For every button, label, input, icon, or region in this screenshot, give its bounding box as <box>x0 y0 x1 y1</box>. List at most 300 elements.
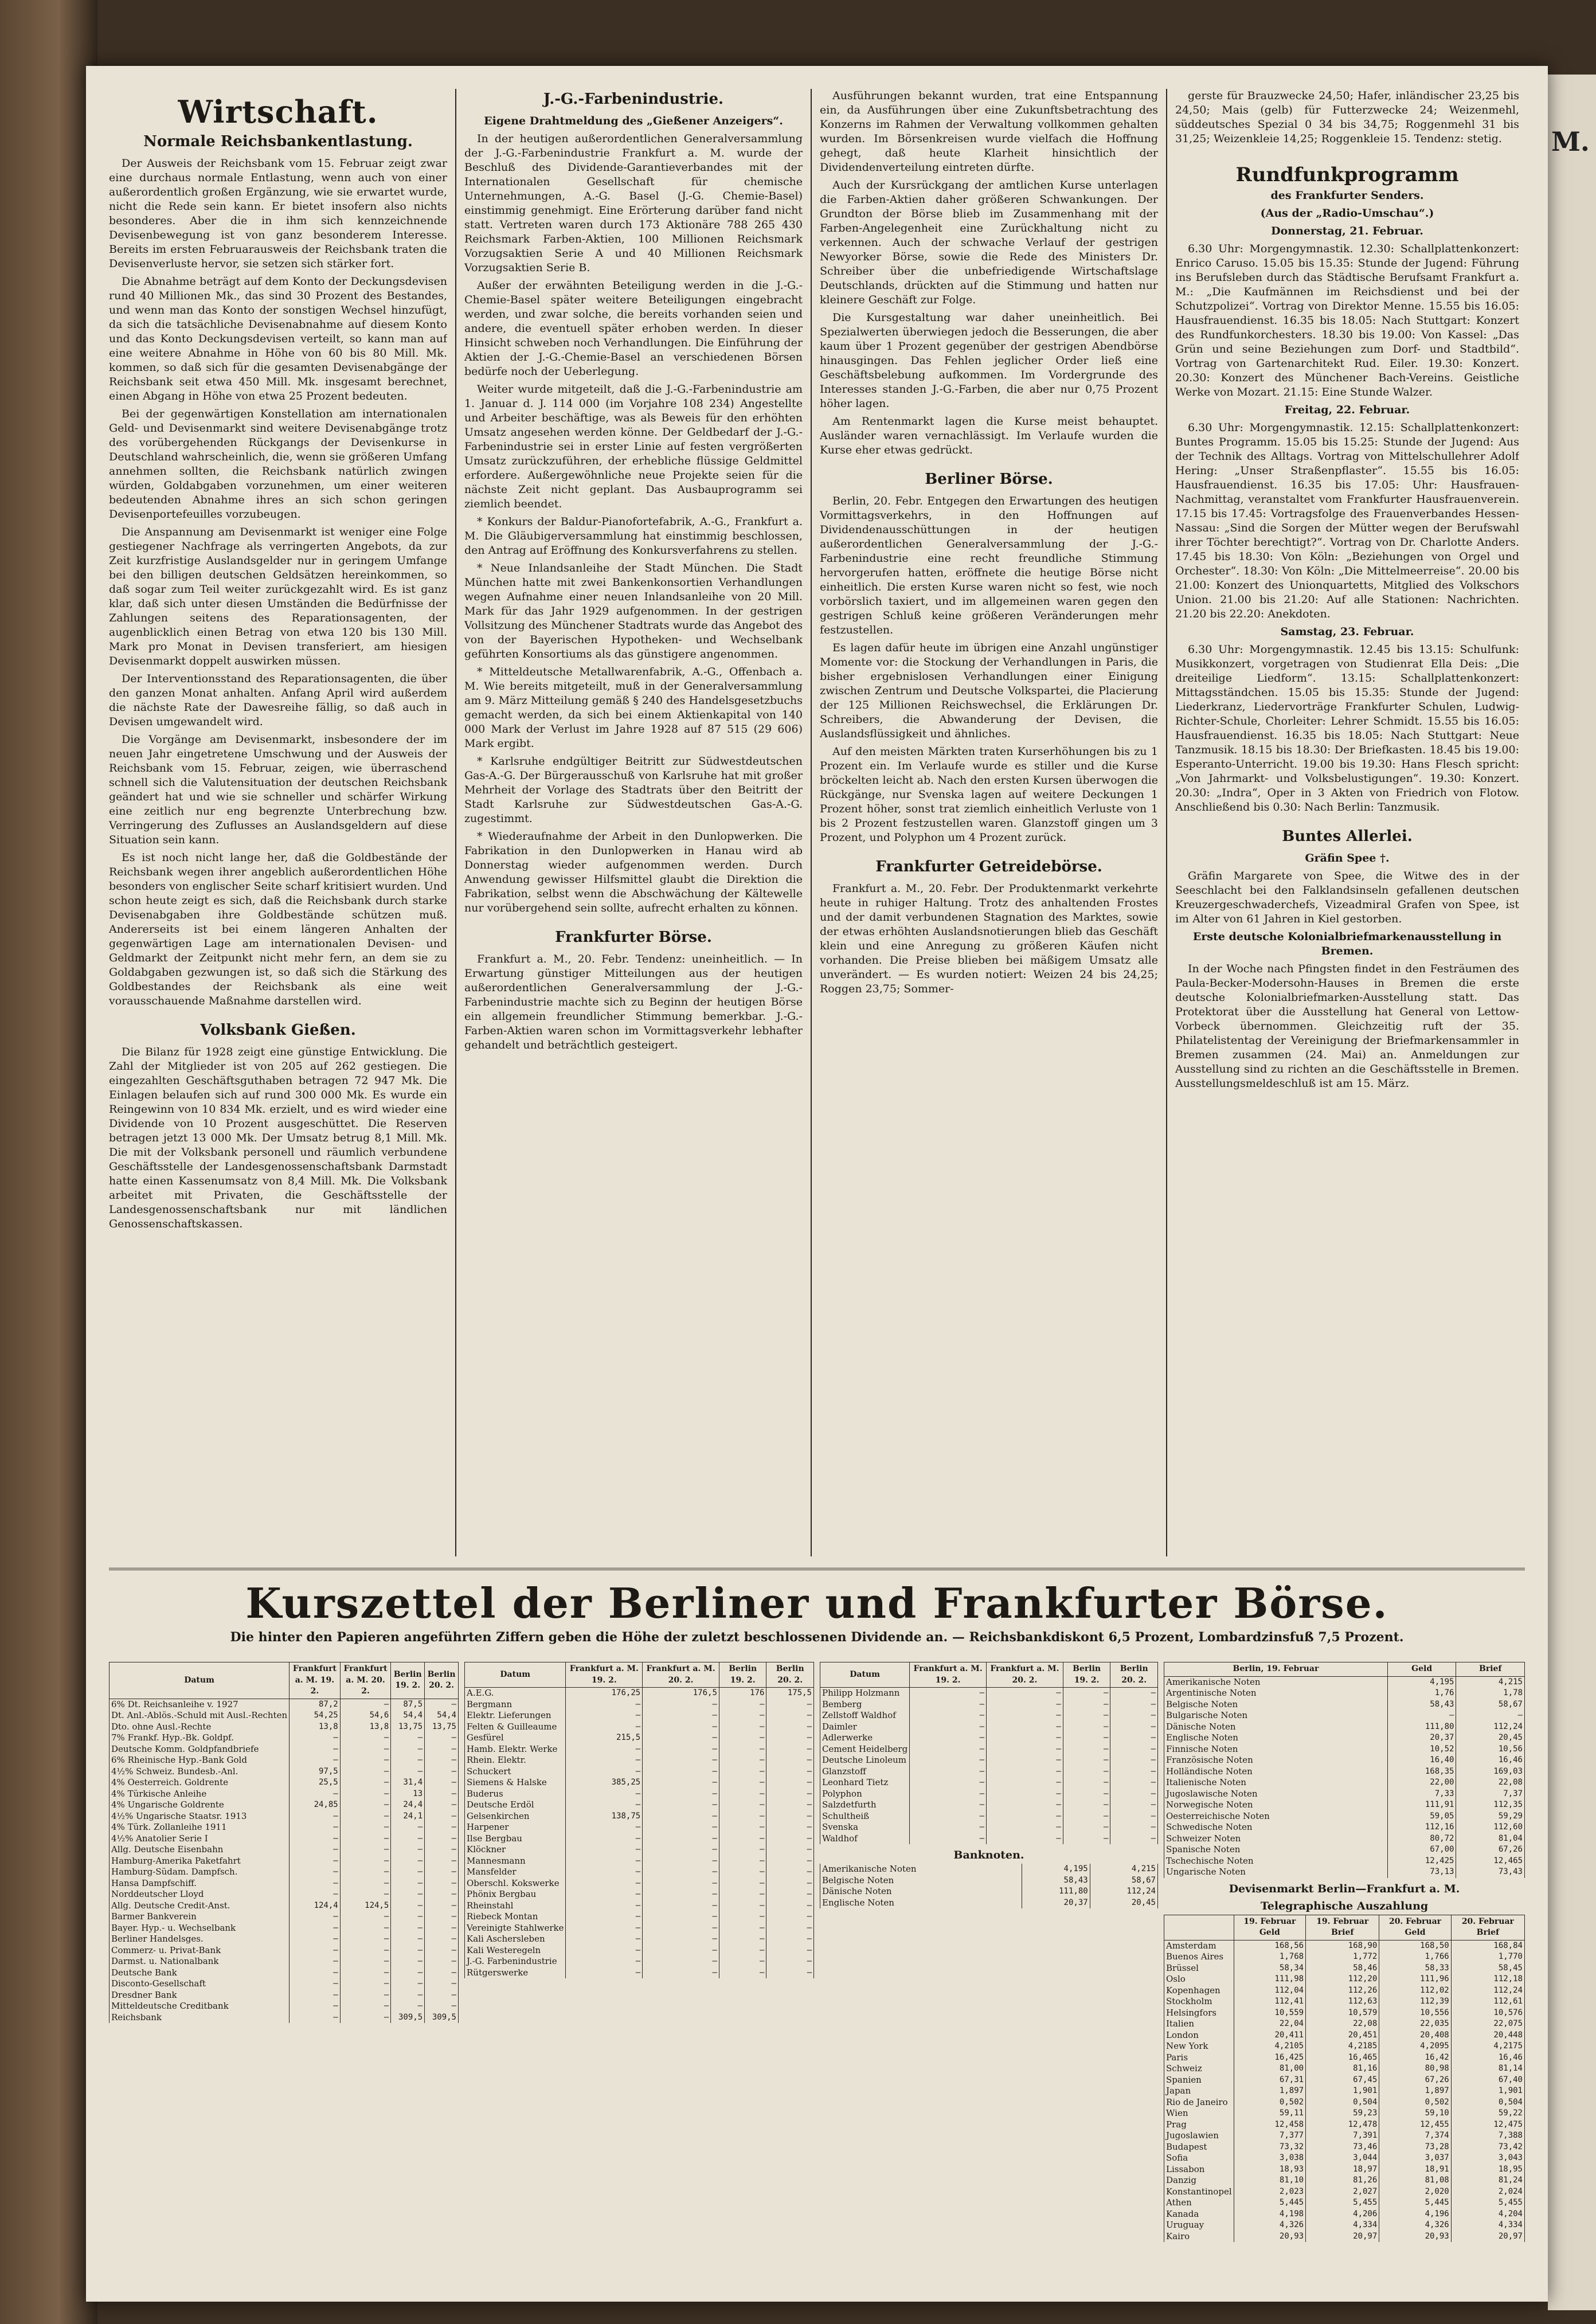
security-name: Siemens & Halske <box>465 1777 566 1789</box>
quote-value: 385,25 <box>566 1777 643 1789</box>
rate-value: 2,027 <box>1306 2186 1379 2198</box>
quote-value: — <box>987 1799 1063 1811</box>
column-header: Frankfurt a. M. 19. 2. <box>910 1662 987 1688</box>
rate-value: 112,41 <box>1234 1996 1305 2008</box>
quote-value: — <box>910 1766 987 1778</box>
article-paragraph: Die Kursgestaltung war daher uneinheitlich. Bei Spezialwerten überwiegen jedoch die Besserungen, die aber kaum über 1 Prozent gegenüber der gestrigen Abendbörse hinausgingen. Das Fehlen jeglicher Order ließ eine Geschäftsbelebung aufkommen. Im Vordergrunde des Interesses standen J.-G.-Farben, die aber nur 0,75 Prozent höher lagen. <box>820 311 1158 410</box>
quote-value: 20,37 <box>1387 1732 1456 1744</box>
table-row <box>109 1967 459 1979</box>
security-name: Holländische Noten <box>1164 1766 1388 1778</box>
quote-value: 12,465 <box>1456 1856 1525 1867</box>
table-row <box>465 1889 814 1900</box>
table-row <box>109 1799 459 1811</box>
quote-value: — <box>1063 1710 1110 1722</box>
quote-value: — <box>340 1755 391 1766</box>
quote-value: — <box>391 1878 425 1889</box>
quote-value: 1,78 <box>1456 1688 1525 1699</box>
article-paragraph: * Konkurs der Baldur-Pianofortefabrik, A.-G., Frankfurt a. M. Die Gläubigerversammlung hat einstimmig beschlossen, den Antrag auf Eröffnung des Konkursverfahrens zu stellen. <box>464 515 803 557</box>
rate-value: 4,326 <box>1234 2220 1305 2231</box>
table-row <box>465 1744 814 1755</box>
quote-value: — <box>340 1833 391 1845</box>
quote-value: 80,72 <box>1387 1833 1456 1845</box>
quote-value: — <box>425 1811 459 1822</box>
security-name: Bayer. Hyp.- u. Wechselbank <box>109 1923 290 1934</box>
quote-value: — <box>910 1811 987 1822</box>
quote-value: — <box>766 1732 814 1744</box>
newspaper-page <box>86 66 1548 2302</box>
quote-value: — <box>425 1990 459 2001</box>
quote-value: — <box>987 1755 1063 1766</box>
section-break <box>820 461 1158 469</box>
quote-table <box>1164 1662 1525 1878</box>
table-row <box>465 1911 814 1923</box>
security-name: Zellstoff Waldhof <box>820 1710 910 1722</box>
section-heading: Volksbank Gießen. <box>200 1022 356 1039</box>
rate-value: 22,075 <box>1451 2018 1524 2030</box>
quote-value: — <box>566 1744 643 1755</box>
quote-value: — <box>719 1911 766 1923</box>
stock-table-2 <box>464 1662 814 2275</box>
quote-value: — <box>340 1777 391 1789</box>
market-tables <box>109 1662 1525 2275</box>
quote-value: — <box>766 1755 814 1766</box>
rate-value: 7,391 <box>1306 2130 1379 2142</box>
rate-value: 67,26 <box>1379 2075 1451 2086</box>
currency-name: Dänische Noten <box>820 1886 1022 1897</box>
quote-value: — <box>566 1878 643 1889</box>
security-name: Mannesmann <box>465 1856 566 1867</box>
quote-value: 81,04 <box>1456 1833 1525 1845</box>
quote-value: 31,4 <box>391 1777 425 1789</box>
rate-value: 112,24 <box>1090 1886 1157 1897</box>
quote-value: 10,52 <box>1387 1744 1456 1755</box>
rate-value: 18,95 <box>1451 2164 1524 2176</box>
quote-value: 7,37 <box>1456 1789 1525 1800</box>
table-row <box>1164 2108 1525 2119</box>
exchange-place: Sofia <box>1164 2153 1234 2164</box>
table-row <box>820 1755 1158 1766</box>
quote-value: — <box>290 1945 341 1957</box>
table-row <box>465 1755 814 1766</box>
security-name: J.-G. Farbenindustrie <box>465 1956 566 1967</box>
quote-value: — <box>340 1789 391 1800</box>
table-row <box>1164 2175 1525 2186</box>
rate-value: 73,28 <box>1379 2142 1451 2153</box>
rate-value: 12,458 <box>1234 2119 1305 2131</box>
quote-value: — <box>719 1867 766 1878</box>
rate-value: 1,772 <box>1306 1951 1379 1963</box>
quote-value: — <box>910 1688 987 1699</box>
quote-value: — <box>766 1911 814 1923</box>
security-name: Bergmann <box>465 1699 566 1711</box>
security-name: Allg. Deutsche Credit-Anst. <box>109 1900 290 1912</box>
quote-value: — <box>391 1833 425 1845</box>
rate-value: 5,445 <box>1379 2197 1451 2209</box>
rate-value: 1,768 <box>1234 1951 1305 1963</box>
column-header: 20. Februar Geld <box>1379 1915 1451 1940</box>
quote-value: — <box>766 1967 814 1979</box>
quote-value: — <box>1063 1789 1110 1800</box>
quote-value: — <box>290 1889 341 1900</box>
rate-value: 59,22 <box>1451 2108 1524 2119</box>
article-paragraph: Eigene Drahtmeldung des „Gießener Anzeigers“. <box>484 115 783 127</box>
quote-value: — <box>425 1766 459 1778</box>
security-name: Belgische Noten <box>1164 1699 1388 1711</box>
rate-value: 3,043 <box>1451 2153 1524 2164</box>
rate-value: 112,63 <box>1306 1996 1379 2008</box>
quote-value: — <box>290 1856 341 1867</box>
security-name: Daimler <box>820 1722 910 1733</box>
rate-value: 112,20 <box>1306 1974 1379 1985</box>
rate-value: 4,195 <box>1022 1864 1090 1875</box>
table-row <box>1164 1722 1525 1733</box>
rate-value: 20,408 <box>1379 2030 1451 2041</box>
quote-value: — <box>425 1978 459 1990</box>
quote-value: 10,56 <box>1456 1744 1525 1755</box>
quote-value: — <box>340 1923 391 1934</box>
section-break <box>820 848 1158 856</box>
quote-value: 7,33 <box>1387 1789 1456 1800</box>
rate-value: 73,42 <box>1451 2142 1524 2153</box>
quote-value: — <box>766 1811 814 1822</box>
table-row <box>1164 2018 1525 2030</box>
rate-value: 168,56 <box>1234 1940 1305 1951</box>
quote-value: — <box>643 1744 719 1755</box>
table-row <box>109 1934 459 1945</box>
table-row <box>1164 1710 1525 1722</box>
rate-value: 4,204 <box>1451 2209 1524 2220</box>
quote-value: — <box>643 1856 719 1867</box>
column-header: Geld <box>1387 1662 1456 1677</box>
security-name: 4½% Anatolier Serie I <box>109 1833 290 1845</box>
quote-value: — <box>719 1777 766 1789</box>
quote-value: — <box>987 1833 1063 1845</box>
table-row <box>820 1875 1158 1887</box>
quote-value: — <box>340 1799 391 1811</box>
security-name: Dresdner Bank <box>109 1990 290 2001</box>
table-row <box>820 1864 1158 1875</box>
quote-value: — <box>766 1822 814 1833</box>
quote-value: — <box>643 1867 719 1878</box>
security-name: Amerikanische Noten <box>1164 1676 1388 1688</box>
security-name: Leonhard Tietz <box>820 1777 910 1789</box>
quote-value: — <box>425 1777 459 1789</box>
rate-value: 12,455 <box>1379 2119 1451 2131</box>
rate-value: 22,04 <box>1234 2018 1305 2030</box>
rate-value: 4,334 <box>1306 2220 1379 2231</box>
exchange-place: Uruguay <box>1164 2220 1234 2231</box>
quote-value: 112,35 <box>1456 1799 1525 1811</box>
table-row <box>1164 1985 1525 1997</box>
exchange-place: Helsingfors <box>1164 2008 1234 2019</box>
quote-value: 54,4 <box>425 1710 459 1722</box>
quote-value: — <box>719 1799 766 1811</box>
rate-value: 3,044 <box>1306 2153 1379 2164</box>
quote-value: 13,75 <box>391 1722 425 1733</box>
rate-value: 112,04 <box>1234 1985 1305 1997</box>
quote-value: — <box>340 2001 391 2012</box>
security-name: Spanische Noten <box>1164 1844 1388 1856</box>
market-subtitle: Die hinter den Papieren angeführten Ziffern geben die Höhe der zuletzt beschlossenen Dividende an. — Reichsbankdiskont 6,5 Prozent, Lombardzinsfuß 7,5 Prozent. <box>230 1630 1404 1645</box>
table-row <box>1164 2130 1525 2142</box>
security-name: Schultheiß <box>820 1811 910 1822</box>
column-header: Datum <box>820 1662 910 1688</box>
table-row <box>465 1923 814 1934</box>
quote-value: — <box>340 1822 391 1833</box>
table-row <box>465 1867 814 1878</box>
quote-value: — <box>425 1945 459 1957</box>
security-name: Commerz- u. Privat-Bank <box>109 1945 290 1957</box>
quote-value: — <box>391 1956 425 1967</box>
exchange-place: New York <box>1164 2041 1234 2052</box>
security-name: Phönix Bergbau <box>465 1889 566 1900</box>
security-name: Rütgerswerke <box>465 1967 566 1979</box>
table-row <box>109 1867 459 1878</box>
rate-value: 81,26 <box>1306 2175 1379 2186</box>
table-row <box>109 1744 459 1755</box>
security-name: Deutsche Bank <box>109 1967 290 1979</box>
table-row <box>109 1889 459 1900</box>
table-row <box>465 1967 814 1979</box>
table-row <box>109 1900 459 1912</box>
rate-value: 12,478 <box>1306 2119 1379 2131</box>
rate-value: 67,31 <box>1234 2075 1305 2086</box>
quote-value: — <box>1063 1833 1110 1845</box>
rate-value: 59,23 <box>1306 2108 1379 2119</box>
rate-value: 58,46 <box>1306 1963 1379 1974</box>
table-row <box>1164 2097 1525 2108</box>
security-name: Bulgarische Noten <box>1164 1710 1388 1722</box>
rate-value: 1,770 <box>1451 1951 1524 1963</box>
rate-value: 111,98 <box>1234 1974 1305 1985</box>
quote-value: 87,2 <box>290 1699 341 1710</box>
quote-table <box>820 1662 1158 1844</box>
rate-value: 81,10 <box>1234 2175 1305 2186</box>
rate-value: 1,901 <box>1306 2086 1379 2097</box>
quote-value: — <box>643 1934 719 1945</box>
table-row <box>820 1722 1158 1733</box>
exchange-place: Prag <box>1164 2119 1234 2131</box>
quote-value: — <box>290 1911 341 1923</box>
quote-value: — <box>766 1934 814 1945</box>
quote-value: — <box>766 1900 814 1912</box>
quote-value: — <box>1063 1732 1110 1744</box>
quote-value: 25,5 <box>290 1777 341 1789</box>
security-name: Bemberg <box>820 1699 910 1711</box>
banknotes-table <box>820 1864 1158 1908</box>
quote-value: — <box>643 1799 719 1811</box>
column-header: 19. Februar Geld <box>1234 1915 1305 1940</box>
security-name: Reichsbank <box>109 2012 290 2024</box>
section-heading: Buntes Allerlei. <box>1282 828 1413 845</box>
column-header: Datum <box>109 1662 290 1699</box>
quote-value: — <box>290 1811 341 1822</box>
security-name: Dänische Noten <box>1164 1722 1388 1733</box>
quote-value: — <box>719 1934 766 1945</box>
stock-table-3 <box>820 1662 1158 2275</box>
quote-value: — <box>391 1755 425 1766</box>
table-row <box>109 1755 459 1766</box>
table-row <box>465 1811 814 1822</box>
quote-value: — <box>425 1956 459 1967</box>
security-name: Barmer Bankverein <box>109 1911 290 1923</box>
table-header-row <box>465 1662 814 1688</box>
security-name: Mansfelder <box>465 1867 566 1878</box>
article-paragraph: In der Woche nach Pfingsten findet in den Festräumen des Paula-Becker-Modersohn-Hauses in Bremen die erste deutsche Kolonialbriefmarken-Ausstellung statt. Das Protektorat über die Ausstellung hat General von Lettow-Vorbeck übernommen. Gleichzeitig ruft der 35. Philatelistentag der Vereinigung der Briefmarkensammler in Bremen zusammen (24. Mai) an. Anmeldungen zur Ausstellung sind zu richten an die Geschäftsstelle in Bremen. Ausstellungsmeldeschluß ist am 15. März. <box>1175 963 1519 1090</box>
quote-value: 176,25 <box>566 1688 643 1699</box>
quote-value: 59,05 <box>1387 1811 1456 1822</box>
quote-value: — <box>425 1744 459 1755</box>
quote-value: 16,46 <box>1456 1755 1525 1766</box>
quote-value: 97,5 <box>290 1766 341 1778</box>
section-heading: Frankfurter Börse. <box>555 929 712 946</box>
rate-value: 4,2095 <box>1379 2041 1451 2052</box>
rate-value: 168,50 <box>1379 1940 1451 1951</box>
table-row <box>109 2012 459 2024</box>
column-rule <box>455 89 456 1556</box>
quote-value: 67,00 <box>1387 1844 1456 1856</box>
rate-value: 5,455 <box>1451 2197 1524 2209</box>
exchange-place: Rio de Janeiro <box>1164 2097 1234 2108</box>
currency-name: Belgische Noten <box>820 1875 1022 1887</box>
exchange-place: Lissabon <box>1164 2164 1234 2176</box>
quote-value: — <box>643 1911 719 1923</box>
rate-value: 58,45 <box>1451 1963 1524 1974</box>
quote-value: — <box>290 1744 341 1755</box>
quote-value: — <box>766 1889 814 1900</box>
article-paragraph: Freitag, 22. Februar. <box>1284 404 1410 416</box>
rate-value: 81,24 <box>1451 2175 1524 2186</box>
table-row <box>465 1710 814 1722</box>
quote-value: — <box>766 1923 814 1934</box>
quote-value: 58,43 <box>1387 1699 1456 1711</box>
table-row <box>109 1878 459 1889</box>
quote-value: 54,25 <box>290 1710 341 1722</box>
quote-value: — <box>643 1722 719 1733</box>
column-header: Frankfurt a. M. 20. 2. <box>643 1662 719 1688</box>
exchange-place: Schweiz <box>1164 2063 1234 2075</box>
quote-value: — <box>566 1722 643 1733</box>
column-header <box>1164 1915 1234 1940</box>
table-row <box>1164 1732 1525 1744</box>
quote-value: — <box>340 1878 391 1889</box>
security-name: Waldhof <box>820 1833 910 1845</box>
quote-value: 24,1 <box>391 1811 425 1822</box>
quote-value: — <box>643 1766 719 1778</box>
rate-value: 4,215 <box>1090 1864 1157 1875</box>
quote-value: — <box>340 1744 391 1755</box>
exchange-place: Japan <box>1164 2086 1234 2097</box>
quote-value: — <box>910 1822 987 1833</box>
rate-value: 2,024 <box>1451 2186 1524 2198</box>
exchange-place: Athen <box>1164 2197 1234 2209</box>
quote-value: — <box>340 2012 391 2024</box>
quote-value: — <box>1110 1766 1158 1778</box>
quote-value: — <box>643 1844 719 1856</box>
adjacent-page <box>1548 75 1596 2310</box>
table-header-row <box>109 1662 459 1699</box>
table-row <box>1164 1822 1525 1833</box>
table-row <box>1164 1744 1525 1755</box>
table-row <box>109 1710 459 1722</box>
security-name: Deutsche Erdöl <box>465 1799 566 1811</box>
security-name: 4% Türkische Anleihe <box>109 1789 290 1800</box>
quote-value: — <box>1110 1732 1158 1744</box>
quote-value: — <box>1110 1744 1158 1755</box>
table-header-row <box>820 1662 1158 1688</box>
rate-value: 73,32 <box>1234 2142 1305 2153</box>
article-paragraph: Samstag, 23. Februar. <box>1280 625 1414 638</box>
section-title: Wirtschaft. <box>178 93 378 130</box>
security-name: Hamburg-Südam. Dampfsch. <box>109 1867 290 1878</box>
rate-value: 0,504 <box>1451 2097 1524 2108</box>
rate-value: 0,502 <box>1234 2097 1305 2108</box>
quote-value: — <box>391 1867 425 1878</box>
table-row <box>109 1811 459 1822</box>
quote-value: 13,8 <box>340 1722 391 1733</box>
article-paragraph: Außer der erwähnten Beteiligung werden in die J.-G.-Chemie-Basel später weitere Beteiligungen eingebracht werden, und zwar solche, die bereits vorhanden seien und andere, die eventuell später erhoben werden. In dieser Hinsicht schweben noch Verhandlungen. Die Einführung der Aktien der J.-G.-Chemie-Basel an verschiedenen Börsen bedürfe noch der Ueberlegung. <box>464 279 803 378</box>
security-name: Schwedische Noten <box>1164 1822 1388 1833</box>
article-paragraph: Die Anspannung am Devisenmarkt ist weniger eine Folge gestiegener Nachfrage als verringerten Angebots, da zur Zeit kurzfristige Auslandsgelder nur in geringem Umfange bei den billigen deutschen Geldsätzen hereinkommen, so daß sogar zum Teil weiter zurückgezahlt wird. Es ist ganz klar, daß sich unter diesen Umständen die Bedürfnisse der Zahlungen seitens des Reparationsagenten, der augenblicklich einen Betrag von etwa 120 bis 130 Mill. Mark pro Monat in Devisen transferiert, am hiesigen Devisenmarkt doppelt auswirken müssen. <box>109 526 447 667</box>
quote-value: 54,4 <box>391 1710 425 1722</box>
quote-value: — <box>910 1699 987 1711</box>
security-name: 4½% Ungarische Staatsr. 1913 <box>109 1811 290 1822</box>
quote-value: — <box>391 1967 425 1979</box>
security-name: Dt. Anl.-Ablös.-Schuld mit Ausl.-Rechten <box>109 1710 290 1722</box>
quote-value: — <box>290 1844 341 1856</box>
table-row <box>109 1833 459 1845</box>
section-heading: Frankfurter Getreidebörse. <box>875 858 1102 875</box>
rate-value: 4,196 <box>1379 2209 1451 2220</box>
rate-value: 22,035 <box>1379 2018 1451 2030</box>
table-row <box>1164 1951 1525 1963</box>
quote-value: — <box>766 1856 814 1867</box>
quote-value: 24,85 <box>290 1799 341 1811</box>
quote-value: — <box>340 1699 391 1710</box>
quote-value: 20,45 <box>1456 1732 1525 1744</box>
column-header: Berlin 20. 2. <box>766 1662 814 1688</box>
table-row <box>465 1777 814 1789</box>
table-row <box>820 1710 1158 1722</box>
quote-value: 16,40 <box>1387 1755 1456 1766</box>
security-name: Glanzstoff <box>820 1766 910 1778</box>
rate-value: 81,14 <box>1451 2063 1524 2075</box>
security-name: Französische Noten <box>1164 1755 1388 1766</box>
quote-value: — <box>766 1766 814 1778</box>
security-name: Italienische Noten <box>1164 1777 1388 1789</box>
table-row <box>109 1923 459 1934</box>
article-paragraph: Berlin, 20. Febr. Entgegen den Erwartungen des heutigen Vormittagsverkehrs, in den Hoffnungen auf Dividendenausschüttungen in der heutigen außerordentlichen Generalversammlung der J.-G.-Farbenindustrie eine recht freundliche Stimmung hervorgerufen hatten, eröffnete die heutige Börse nicht einheitlich. Die ersten Kurse waren nicht so fest, wie noch vorbörslich taxiert, und im allgemeinen waren gegen den gestrigen Schluß keine größeren Veränderungen mehr festzustellen. <box>820 495 1158 636</box>
security-name: Deutsche Komm. Goldpfandbriefe <box>109 1744 290 1755</box>
quote-value: — <box>391 1911 425 1923</box>
quote-value: — <box>290 2012 341 2024</box>
quote-value: — <box>391 1889 425 1900</box>
quote-value: — <box>425 1967 459 1979</box>
table-row <box>1164 1688 1525 1699</box>
security-name: Buderus <box>465 1789 566 1800</box>
quote-value: — <box>987 1744 1063 1755</box>
section-break <box>464 919 803 927</box>
table-row <box>820 1886 1158 1897</box>
table-row <box>109 1766 459 1778</box>
security-name: Disconto-Gesellschaft <box>109 1978 290 1990</box>
rate-value: 111,96 <box>1379 1974 1451 1985</box>
table-row <box>109 1990 459 2001</box>
quote-value: — <box>566 1789 643 1800</box>
rate-value: 1,901 <box>1451 2086 1524 2097</box>
rate-value: 7,377 <box>1234 2130 1305 2142</box>
quote-value: — <box>987 1699 1063 1711</box>
